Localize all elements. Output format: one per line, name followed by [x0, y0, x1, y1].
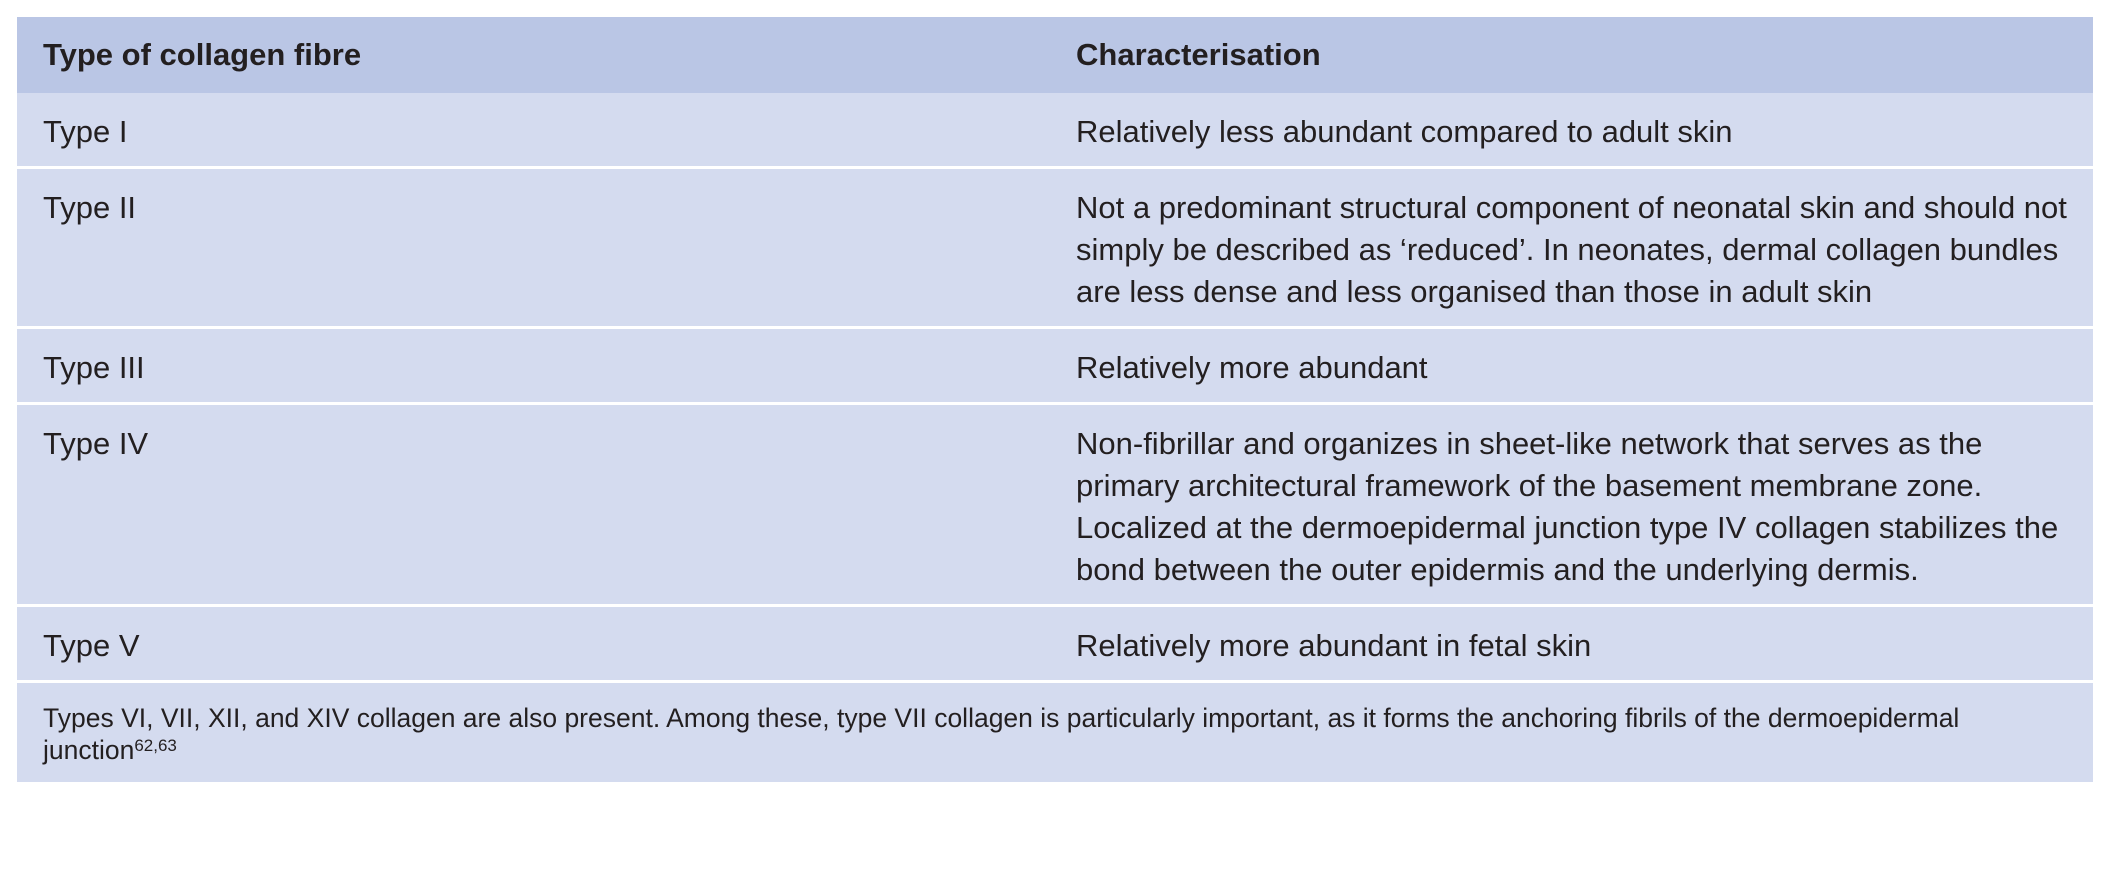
row-type-cell: Type III: [17, 328, 1050, 404]
collagen-table: [17, 17, 2093, 782]
table-footnote: [17, 682, 2093, 783]
header-characterisation: Characterisation: [1050, 17, 2093, 93]
row-description-cell: Relatively more abundant: [1050, 328, 2093, 404]
collagen-table-container: [17, 17, 2093, 782]
row-description-cell: Relatively less abundant compared to adult skin: [1050, 93, 2093, 168]
table-row: [17, 93, 2093, 168]
table-row: [17, 328, 2093, 404]
row-description-cell: Non-fibrillar and organizes in sheet-like network that serves as the primary architectural framework of the basement membrane zone. Localized at the dermoepidermal junction type IV collagen stabilizes the bond between the outer epidermis and the underlying dermis.: [1050, 404, 2093, 606]
table-header-row: [17, 17, 2093, 93]
row-type-cell: Type II: [17, 168, 1050, 328]
table-row: [17, 168, 2093, 328]
row-type-cell: Type V: [17, 606, 1050, 682]
table-footnote-row: [17, 682, 2093, 783]
footnote-text: Types VI, VII, XII, and XIV collagen are also present. Among these, type VII collagen is particularly important, as it forms the anchoring fibrils of the dermoepidermal junction: [43, 703, 1960, 765]
header-type: Type of collagen fibre: [17, 17, 1050, 93]
row-description-cell: Not a predominant structural component of neonatal skin and should not simply be described as ‘reduced’. In neonates, dermal collagen bundles are less dense and less organised than those in adult skin: [1050, 168, 2093, 328]
row-type-cell: Type IV: [17, 404, 1050, 606]
row-type-cell: Type I: [17, 93, 1050, 168]
table-row: [17, 404, 2093, 606]
table-row: [17, 606, 2093, 682]
footnote-references: 62,63: [134, 736, 177, 755]
row-description-cell: Relatively more abundant in fetal skin: [1050, 606, 2093, 682]
